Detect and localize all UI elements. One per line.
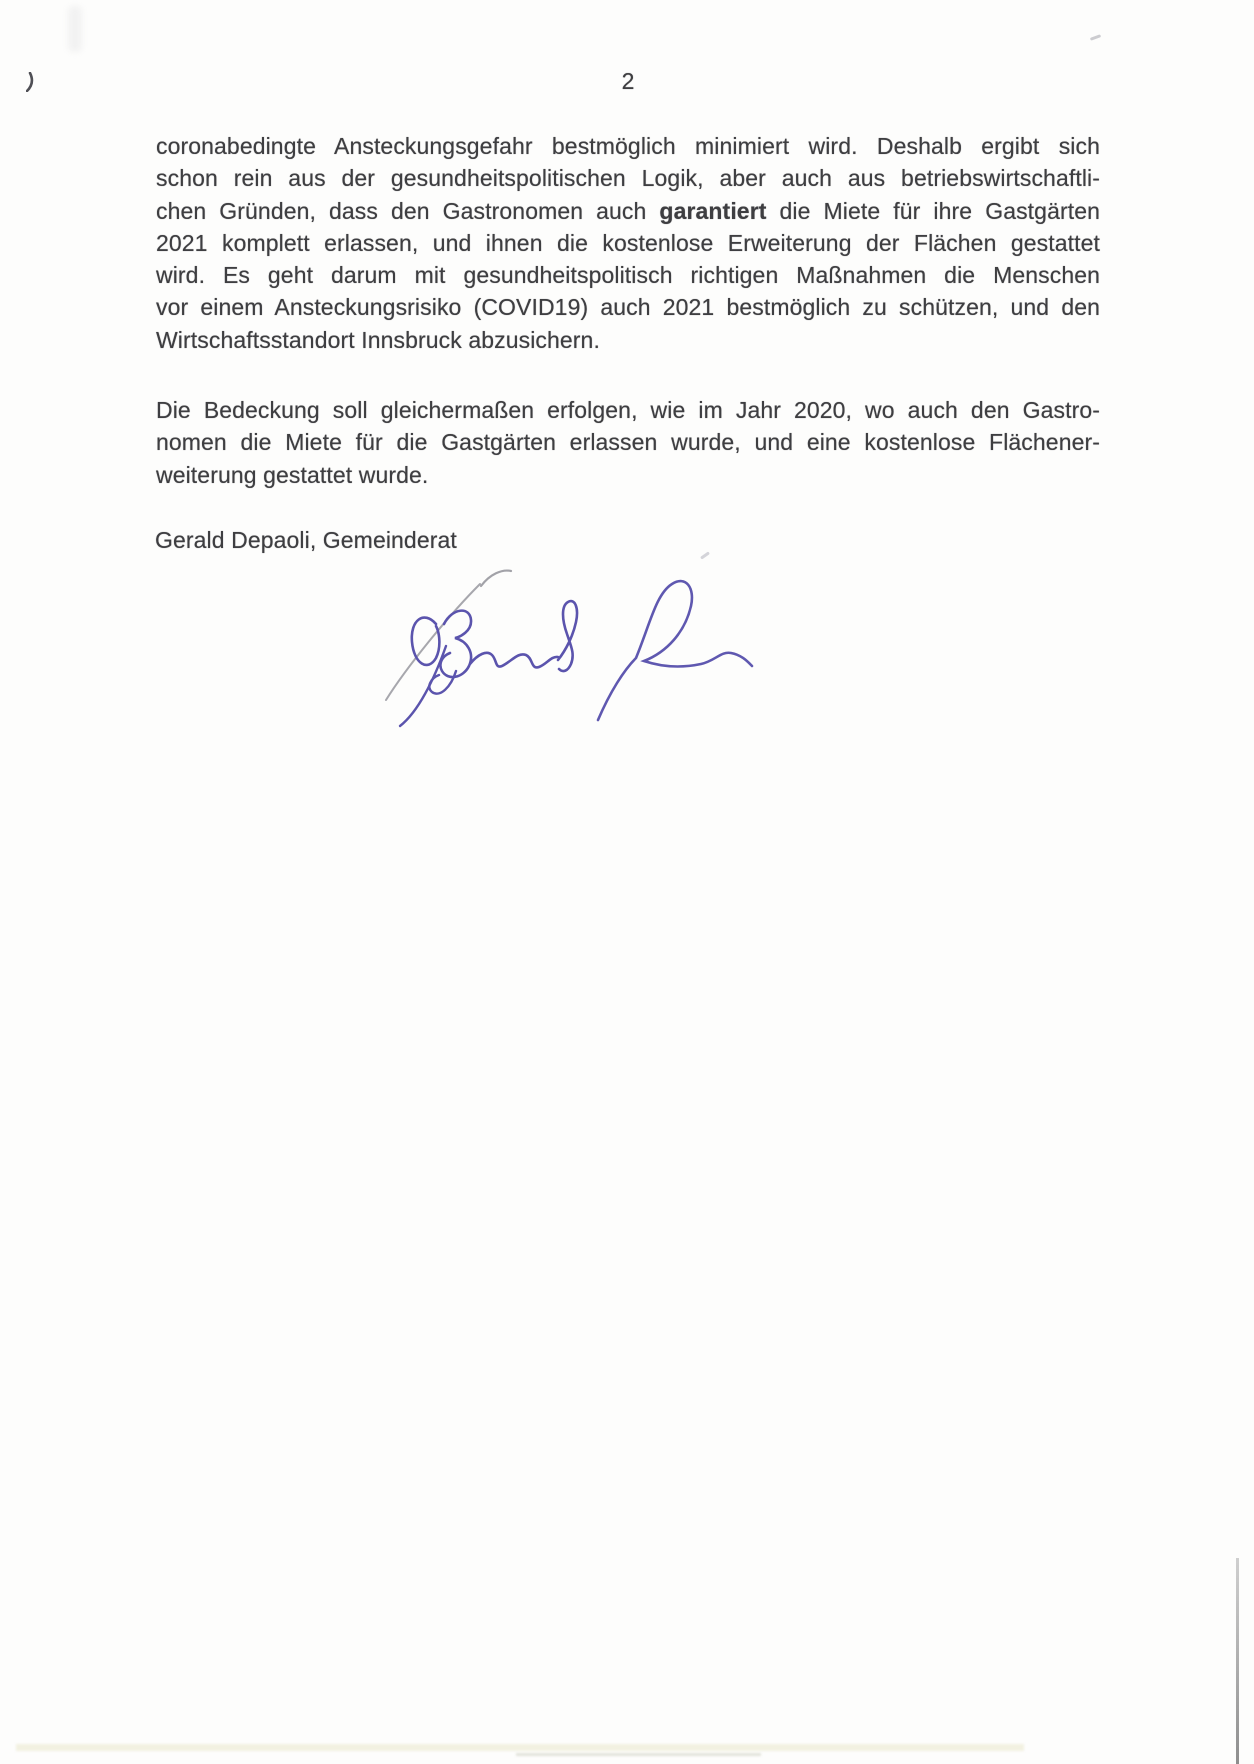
signature-stroke [470, 653, 558, 668]
scan-edge-line [16, 1744, 1024, 1751]
signature-stroke [429, 671, 456, 694]
text-line: schon rein aus der gesundheitspolitischen Logik, aber auch aus betriebswirtschaftli- [156, 165, 1100, 192]
text-line: coronabedingte Ansteckungsgefahr bestmöglich minimiert wird. Deshalb ergibt sich [156, 133, 1100, 159]
ink-speck-mark [26, 72, 36, 92]
text-line: vor einem Ansteckungsrisiko (COVID19) auch 2021 bestmöglich zu schützen, und den [156, 294, 1100, 321]
signature-stroke [481, 571, 511, 586]
signature-stroke [386, 584, 480, 700]
scan-edge-line [516, 1753, 761, 1756]
paragraph-2 [156, 394, 1100, 491]
scan-smudge [68, 6, 82, 52]
signature-stroke [412, 618, 440, 665]
text-line: wird. Es geht darum mit gesundheitspolitisch richtigen Maßnahmen die Menschen [156, 262, 1100, 289]
signature-stroke [558, 601, 577, 671]
text-segment: die Miete für ihre Gastgärten [766, 197, 1100, 224]
scan-edge-line-vertical [1236, 1558, 1239, 1764]
text-line: 2021 komplett erlassen, und ihnen die kostenlose Erweiterung der Flächen gestattet [156, 229, 1100, 256]
text-line: Wirtschaftsstandort Innsbruck abzusichern. [156, 326, 600, 353]
scan-speck [1090, 34, 1101, 41]
signature-stroke [400, 646, 446, 726]
text-line: weiterung gestattet wurde. [156, 461, 429, 488]
handwritten-signature [330, 540, 780, 750]
bold-word: garantiert [659, 197, 767, 224]
text-line [156, 195, 1100, 227]
text-line: nomen die Miete für die Gastgärten erlassen wurde, und eine kostenlose Flächener- [156, 429, 1100, 456]
signature-stroke [440, 611, 471, 677]
text-segment: chen Gründen, dass den Gastronomen auch [156, 197, 660, 224]
signature-stroke [598, 581, 752, 720]
page-number: 2 [621, 68, 635, 94]
signer-line: Gerald Depaoli, Gemeinderat [155, 527, 457, 553]
text-line: Die Bedeckung soll gleichermaßen erfolgen, wie im Jahr 2020, wo auch den Gastro- [156, 397, 1100, 423]
paragraph-1 [156, 130, 1100, 356]
